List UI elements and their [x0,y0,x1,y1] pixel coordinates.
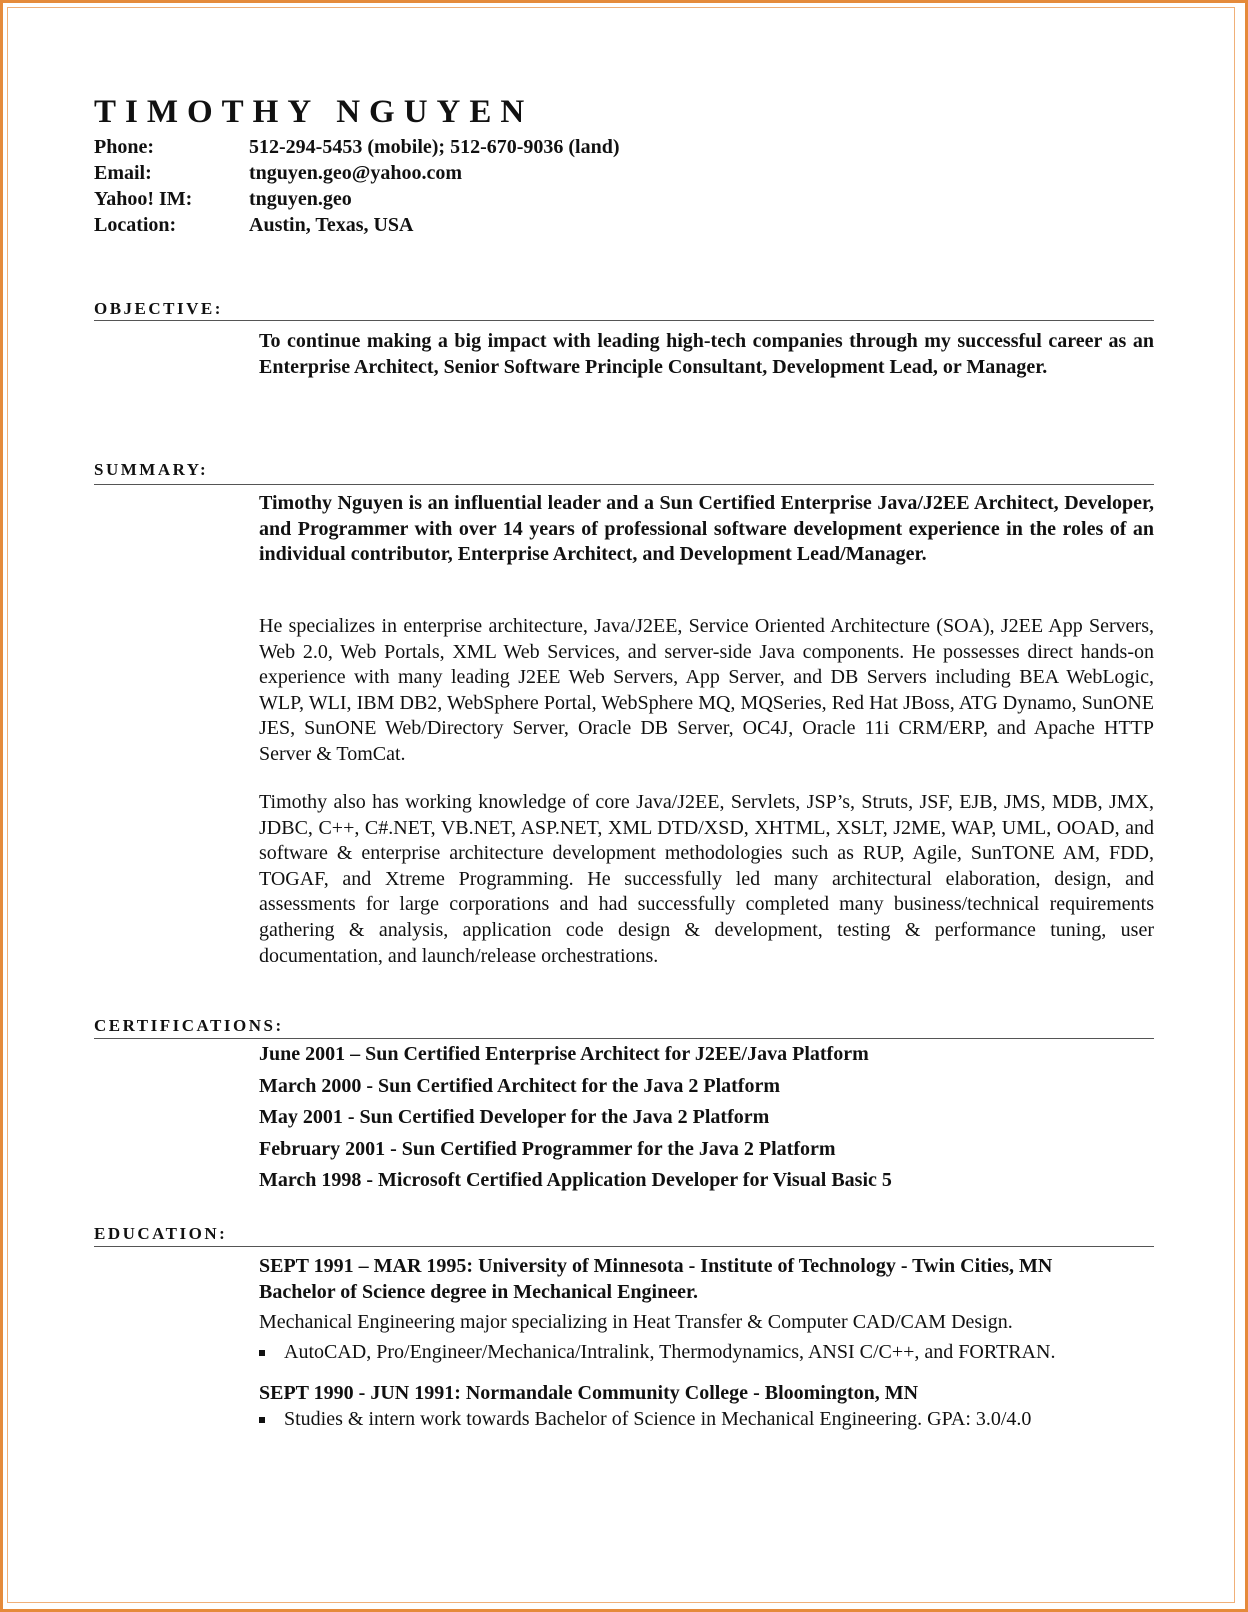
certifications-list [259,1039,1154,1197]
school-bullet-text: AutoCAD, Pro/Engineer/Mechanica/Intralink, Thermodynamics, ANSI C/C++, and FORTRAN. [284,1340,1056,1363]
contact-label: Yahoo! IM: [94,188,193,210]
bullet-square-icon [259,1350,265,1356]
school-bullet [259,1407,1154,1433]
summary-para-1 [259,614,1154,768]
school-title: SEPT 1990 - JUN 1991: Normandale Community College - Bloomington, MN [259,1382,919,1404]
education-divider [94,1246,1154,1247]
certification-item: March 1998 - Microsoft Certified Application Developer for Visual Basic 5 [259,1169,892,1191]
contact-label: Email: [94,162,152,184]
contact-value: tnguyen.geo [249,188,352,210]
summary-paragraph: Timothy also has working knowledge of core Java/J2EE, Servlets, JSP’s, Struts, JSF, EJB, JMS, MDB, JMX, JDBC, C++, C#.NET, VB.NET, ASP.NET, XML DTD/XSD, XHTML, XSLT, J2ME, WAP, UML, OOAD, and software & enterprise architecture development methodologies such as RUP, Agile, SunTONE AM, FDD, TOGAF, and Xtreme Programming. He successfully led many architectural elaboration, design, and assessments for large corporations and had successfully completed many business/technical requirements gathering & analysis, application code design & development, testing & performance tuning, user documentation, and launch/release orchestrations. [259,791,1154,967]
objective-text [259,329,1154,380]
contact-row-phone [94,134,894,160]
certification-item: June 2001 – Sun Certified Enterprise Architect for J2EE/Java Platform [259,1043,869,1065]
summary-heading: SUMMARY: [94,460,209,479]
contact-value: tnguyen.geo@yahoo.com [249,162,463,184]
certifications-heading: CERTIFICATIONS: [94,1016,284,1035]
summary-para-2 [259,790,1154,969]
summary-divider [94,484,1154,485]
school-title: SEPT 1991 – MAR 1995: University of Minnesota - Institute of Technology - Twin Cities, MN [259,1255,1053,1277]
summary-intro [259,491,1154,568]
school-degree: Bachelor of Science degree in Mechanical Engineer. [259,1280,699,1303]
bullet-square-icon [259,1417,265,1423]
objective-heading: OBJECTIVE: [94,299,223,318]
summary-paragraph: He specializes in enterprise architecture, Java/J2EE, Service Oriented Architecture (SOA), J2EE App Servers, Web 2.0, Web Portals, XML Web Services, and server-side Java components. He possesses direct hands-on experience with many leading J2EE Web Servers, App Server, and DB Servers including BEA WebLogic, WLP, WLI, IBM DB2, WebSphere Portal, WebSphere MQ, MQSeries, Red Hat JBoss, ATG Dynamo, SunONE JES, SunONE Web/Directory Server, Oracle DB Server, OC4J, Oracle 11i CRM/ERP, and Apache HTTP Server & TomCat. [259,615,1154,765]
objective-paragraph: To continue making a big impact with leading high-tech companies through my successful career as an Enterprise Architect, Senior Software Principle Consultant, Development Lead, or Manager. [259,330,1154,378]
contact-value: 512-294-5453 (mobile); 512-670-9036 (land) [249,136,620,158]
school-detail: Mechanical Engineering major specializing in Heat Transfer & Computer CAD/CAM Design. [259,1311,1013,1334]
contact-row-im [94,186,894,212]
school-bullet-text: Studies & intern work towards Bachelor of Science in Mechanical Engineering. GPA: 3.0/4.0 [284,1407,1032,1430]
contact-block [94,134,894,238]
objective-divider [94,320,1154,321]
contact-row-location [94,212,894,238]
education-school-1 [259,1254,1154,1365]
education-school-2 [259,1381,1154,1432]
certification-item: March 2000 - Sun Certified Architect for the Java 2 Platform [259,1074,781,1097]
certification-item: February 2001 - Sun Certified Programmer for the Java 2 Platform [259,1137,836,1160]
resume-name: TIMOTHY NGUYEN [94,94,534,130]
contact-label: Location: [94,214,177,236]
school-bullet [259,1340,1154,1366]
education-heading: EDUCATION: [94,1224,228,1243]
certification-item: May 2001 - Sun Certified Developer for the Java 2 Platform [259,1106,770,1128]
summary-intro-paragraph: Timothy Nguyen is an influential leader and a Sun Certified Enterprise Java/J2EE Architect, Developer, and Programmer with over 14 years of professional software development experience in the roles of an individual contributor, Enterprise Architect, and Development Lead/Manager. [259,492,1154,566]
contact-row-email [94,160,894,186]
contact-label: Phone: [94,136,154,158]
contact-value: Austin, Texas, USA [249,214,414,236]
